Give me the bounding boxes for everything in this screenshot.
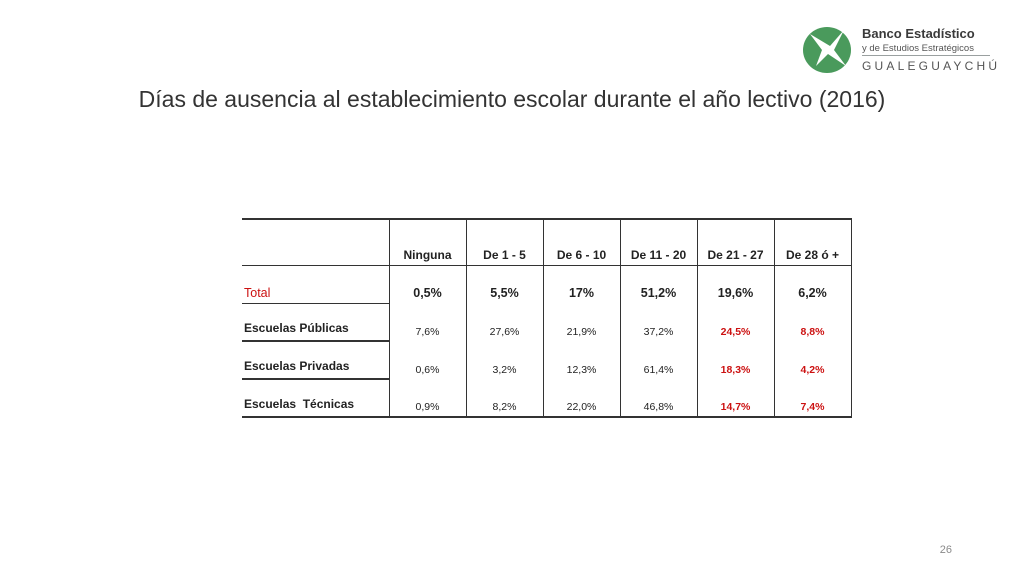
table-cell: 22,0% bbox=[543, 379, 620, 417]
table-cell-highlight: 8,8% bbox=[774, 303, 851, 341]
table-cell-highlight: 14,7% bbox=[697, 379, 774, 417]
table-header-row bbox=[242, 219, 851, 265]
table-row-total bbox=[242, 265, 851, 303]
header-ninguna: Ninguna bbox=[389, 219, 466, 265]
absence-table bbox=[242, 218, 852, 418]
logo-subtitle: y de Estudios Estratégicos bbox=[862, 43, 974, 54]
table-row-privadas bbox=[242, 341, 851, 379]
slide-title: Días de ausencia al establecimiento escolar durante el año lectivo (2016) bbox=[138, 86, 886, 112]
header-cell-empty bbox=[242, 219, 389, 265]
row-label: Escuelas Privadas bbox=[242, 341, 389, 379]
logo-icon bbox=[800, 22, 856, 76]
table-row-publicas bbox=[242, 303, 851, 341]
header-28-plus: De 28 ó + bbox=[774, 219, 851, 265]
table-cell: 12,3% bbox=[543, 341, 620, 379]
row-label: Escuelas Técnicas bbox=[242, 379, 389, 417]
table-cell: 8,2% bbox=[466, 379, 543, 417]
total-label: Total bbox=[244, 285, 271, 300]
table-cell: 37,2% bbox=[620, 303, 697, 341]
table-cell: 5,5% bbox=[466, 265, 543, 303]
table-cell: 6,2% bbox=[774, 265, 851, 303]
logo bbox=[800, 22, 1001, 78]
table-cell: 7,6% bbox=[389, 303, 466, 341]
table-cell: 51,2% bbox=[620, 265, 697, 303]
table-cell: 19,6% bbox=[697, 265, 774, 303]
page-number: 26 bbox=[939, 544, 952, 556]
logo-title: Banco Estadístico bbox=[862, 26, 975, 41]
table-cell: 0,6% bbox=[389, 341, 466, 379]
table-cell: 21,9% bbox=[543, 303, 620, 341]
header-1-5: De 1 - 5 bbox=[466, 219, 543, 265]
row-label: Escuelas Públicas bbox=[242, 303, 389, 341]
table-cell-highlight: 24,5% bbox=[697, 303, 774, 341]
header-21-27: De 21 - 27 bbox=[697, 219, 774, 265]
table-cell: 46,8% bbox=[620, 379, 697, 417]
table-cell: 3,2% bbox=[466, 341, 543, 379]
table-cell-highlight: 7,4% bbox=[774, 379, 851, 417]
table-cell: 61,4% bbox=[620, 341, 697, 379]
table-cell: 27,6% bbox=[466, 303, 543, 341]
logo-city: GUALEGUAYCHÚ bbox=[862, 59, 1001, 73]
table-row-tecnicas bbox=[242, 379, 851, 417]
table-cell: 17% bbox=[543, 265, 620, 303]
table-cell-highlight: 4,2% bbox=[774, 341, 851, 379]
header-11-20: De 11 - 20 bbox=[620, 219, 697, 265]
logo-divider bbox=[862, 55, 990, 56]
table-cell-highlight: 18,3% bbox=[697, 341, 774, 379]
table-cell: 0,5% bbox=[389, 265, 466, 303]
header-6-10: De 6 - 10 bbox=[543, 219, 620, 265]
table-cell: 0,9% bbox=[389, 379, 466, 417]
